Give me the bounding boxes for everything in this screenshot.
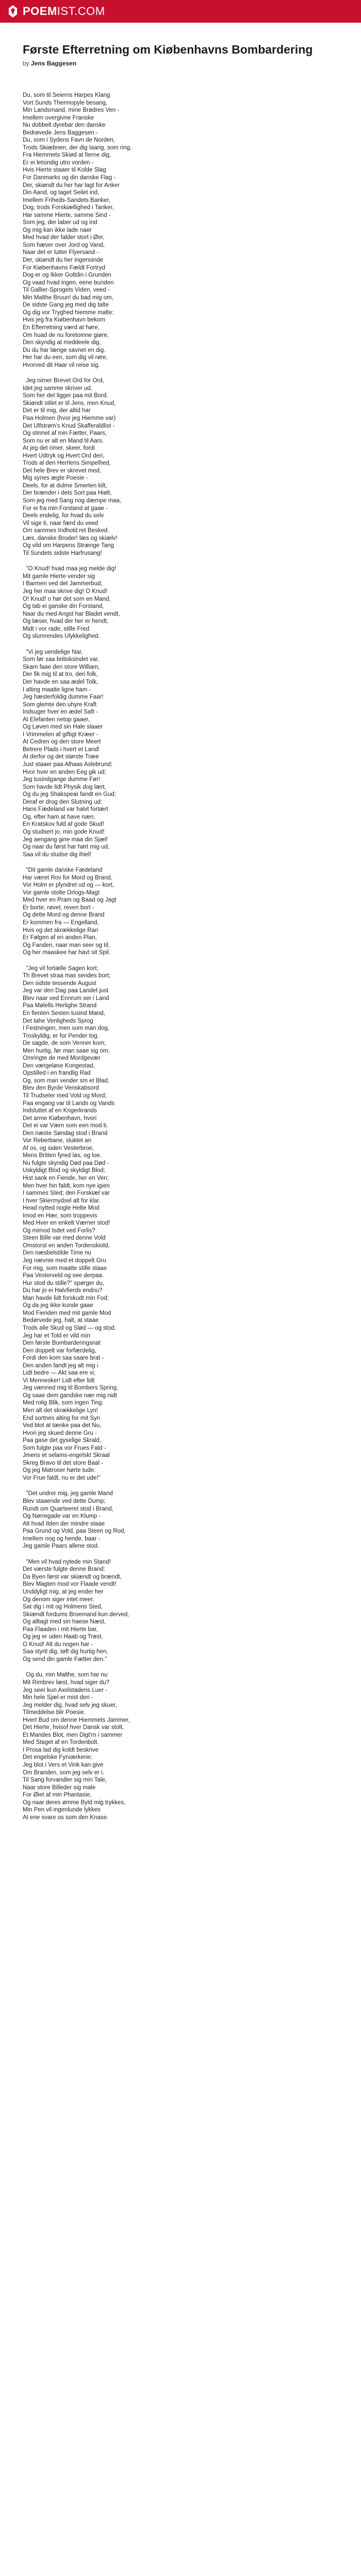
poem-container: [0, 23, 361, 1821]
stanza: "Jeg vil fortælle Sagen kort; Th Brevet straa mas sendes bort; Den sidste tessende August Jeg var den Dag paa Landet just Blev naar ved Ennrum ser i Land Paa Mølells Herlighe Strand En fienten Sesten tusind Mand, Det tahe Venligheds Sprog I Festningen, men som man dog, Troskyldig, er for Pender tog. De sagde, de som Venner kom; Men hurtig, før man saae sig om, Omringte de med Mordgevær Den værgeløse Kongestad, Opstilled i en frandlig Rad Og, som man vender sm et Blad, Blev den Byrde Venskabsord Til Trudseler med Vold og Mord; Paa engang var til Lands og Vands Indsluttet af en Krigerkrands Det arme Kiøbenhavn, hvori Det ei var Værn som een mod ti. Den næste Søndag stod i Brand Vor Reberbane, sluktet an Af os, og siden Vesterbroe, Mens Britten fyred løs, og loe. Nu fulgte skyndig Død paa Død - Uskyldigt Blod og skyldigt Blod; Hist sank en Fiende, her en Ven; Men hver hin faldt, kom nye igien I sammes Sted; den Forskiæl var I hver Skiermydsel alt for klar. Head nytted nogle Helte Mod Imod en Hær, som troppevis Med Hver en enkelt Værner stod! Og mimod Isdet ved Forlis? Steen Bille var med denne Vold Omstorst en anden Tordenskiold, Den næsbelstilde Time nu Jeg nævnte med et doppelt Gru For mig, som maatte stille staae Paa Vesterveld og see derpaa. Hur stod du stille?" spørger du, Du har jo ei Halvfierds endnu? Man havde lidt forskudt min Fod; Og da jeg ikke kunde gaae Mod Fienden med mit gamle Mod Bedørvede jeg, halt, at staae Trods alle Skud og Slød — og stod. Jeg har et Told er vild min Den første Bombarderingsnat Den doppelt var forfærdelig, Fordi den kom saa saare brat - Den anden fandt jeg alt mig i Lidt bedre — Akt saa ere vi, Vi Mennesker! Lidt efter lidt Jeg vænned mig til Bombers Spring, Og saae dem gandske nær mig nidt Med rolig Blik, som ingen Ting. Men alt det skrækkelige Lyn! End sortnes alting for mit Syn Ved blot at tænke paa det Nu, Hvori jeg skued denne Gru - Paa gase det gyselige Skrald, Som fulgte paa vor Frues Fald - Jmens et selams-engelskt Skraal Skreg Bravo til det store Baal - Og jeg Matroser hørte tude: Vor Frue faldt, nu er det ude!": [23, 965, 119, 1481]
stanza: Du, som til Seierns Harpes Klang Vort Sunds Thermopyle besang, Min Landsmand, mine Brødres Ven - Imellem overgivne Franske Nu dobbelt dyrebar den danske Bedrøvede Jens Baggesen - Du, som i Sydens Favn de Norden, Trods Skiæbnen, der dig Iaarig, som ring, Fra Hiemmets Skiød at fierne dig, Er ei letsindig utro vorden - Hvis Hierte staaer til Kolde Slag For Danmarks og din danske Flag - Der, skiøndt du her har lagt for Anker Din Aand, og taget Seilet ind, Imellem Friheds-Sandets Banker, Dog, trods Forskiællighed i Tanker, Har samme Hierte, samme Sind - Som jeg, der laber ud og ind Og mig kan ikke lade naer Med hvad der falder stort i Øer, Som hæver over Jord og Vand, Naar det er lutter Flyersand - Der, skiøndt du her ingensinde For Kiøbenhavns Fældt Fortryd Dog er og Ikker Goltdin i Grunden Og vaad hvad ingen, eene bunden Til Gallier-Sprogets Viden, veed - Min Malthe Bruun! du bad mig om, De sidste Gang jeg med dig talte Og dig vor Tryghed hiemme malte: Hvis jeg fra Kiøbenhavn bekom En Efterretning værd at høre, Om huad de nu foretomne giøre, Den skyndig at meddeele dig, Du du har længe savnet en dig. Her har du een, som dig vil røre, Hvorved dit Haar vil reise sig.: [23, 92, 132, 368]
poem-title: Første Efterretning om Kiøbenhavns Bombardering: [23, 43, 313, 56]
byline-prefix: by: [23, 60, 31, 67]
author-link[interactable]: Jens Baggesen: [31, 60, 77, 67]
stanza: "Dit gamle danske Fædeland Har været Rov for Mord og Brand, Vor Holm er plyndret ud og — kort, Vor gamle stolte Orlogs-Magt Med hver en Pram og Baad og Jagt Er borte, røvet, reven bort - Og dette Mord og denne Brand Er kommen fra — Engelland, Hvis og det skrækkelige Ran Er Følgen af en anden Plan, Og Fanden, naar man seer og til, Og her maaskee har havt sit Spil.: [23, 867, 117, 956]
stanza: "O Knud! hvad maa jeg melde dig! Mit gamle Hierte vender sig I Barmen ved det Jammerbud, Jeg her maa skrive dig! O Knud! O! Knud! o hør det som en Mand, Og tab ei ganske din Forstand, Naar du med Angst har Bladet vendt, Og læser, hvad der her er hendt, Midt i vor rade, stille Fred Og slumrendes Ulykkelighed.: [23, 566, 120, 640]
stanza: "Vi jeg uendelige Nar, Som før saa britisksindet var, Skam faae den store William, Der fik mig til at tro, deri folk, Der havde en saa ædel Tolk, I alting maatte ligne ham - Jeg hæsterfoldig dumme Faar! Som glemte den uhyre Kraft Indsuger hver en ædel Saft - At Elefanten netop gaaer, Og Løven med sin Hale slaaer I Vrimmelen af giftigt Kræer - At Cedren og den store Meert Betrere Plads i hvert et Land! At derfor og det største Træe Just staaer paa Alhaas Aslebrund; Hvor hver en anden Eeg gik ud; Jeg tusindgange dumme Før! Som havde lidt Physik dog lært, Og du jeg Shakspear fandt en Gud; Deraf er drog den Slutning ud: Hans Fædeland var halvt fortært Og, efter ham at have næn, En Kratskov fuld af gode Skud! Og studsert jo, min gode Knud! Jeg aengang gine maa din Sjæl! Og naar du først har hørt mig ud, Saa vil du studse dig ihiel!: [23, 649, 116, 858]
poem-body: [23, 92, 338, 1821]
brand-main: POEM: [23, 5, 57, 18]
site-logo[interactable]: [7, 5, 105, 18]
quill-logo-icon: [7, 5, 19, 18]
stanza: "Det undrer mig, jeg gamle Mand Blev staaende ved dette Dump; Rundt om Quarteeret stod i Brand, Og Nørregade var en Klump - Alt hvad Ilden der mindre staae Paa Grund og Vold, paa Steen og Rod, Imellem nog og hende, baar - Jeg gamle Paars allene stod.: [23, 1490, 126, 1550]
stanza: Og du, min Malthe, som har nu Mit Rimbrev læst, hvad siger du? Jeg seer kun Axelstadens Luer - Min hele Sjæl er mist deri - Jeg melder dig, hvad selv jeg skuer, Tilmeddelse blir Poesie. Hvert Bud om denne Hiemmets Jammer, Det Hierte, hvisof hver Dansk var stolt, Et Mandes Blot, men Digt'rn i sammer Med Staget af en Tordenbolt. I Prosa lad dig koldt beskrive Det engelske Fyrværkerie; Jeg blot i Vers et Vink kan give Om Branden, som jeg selv er i. Til Sang forvandler sig min Tale, Naar store Billeder sig male For Øiet af min Phantasie, Og naar deres ømme Byld mig trykkes, Min Pen vil ingenlunde lykkes At ene svare os som den Knase.: [23, 1672, 130, 1821]
brand-sub: IST.COM: [57, 5, 105, 18]
stanza: Jeg nimer Brevet Ord for Ord, Idet jeg samme skriver ud, Som her det ligger paa mit Bord. Skiøndt stilet er til Jens, men Knud, Det er til mig, der altid har Paa Holmen (hvor jeg Hiemme var) Det Ulfstrøm's Knud Skafferaldlist - Og stinnet af min Fætter, Paars, Som nu er alt en Mand til Aars. At jeg det rimer, skeer, fordi Hvert Udtryk og Hvert Ord deri, Trods al den Herrlens Simpelhed, Det hele Brev er skrevet med, Mig synes ægte Poesie - Deels, for at dulme Smerten kilt, Der brænder i dets Sort paa Hiølt, Som jeg med Sang nog dæmpe maa, For ei fra min Forstand at gaae - Deels endelig, for hvad du selv Vil sige ti, naar færd du veed Om sammes Indhold ret Besked. Læs, danske Broder! læs og skiælv! Og vild om Harpens Strænge Tang Til Sundets sidste Harfrusang!: [23, 378, 122, 556]
stanza: "Men vil hvad nytede min Stand! Det værste fulgte denne Brand: Da Byen først var skiændt og brændt, Blev Magten mod vor Flaade vendt! Unddyligt mig, at jeg ender her Og denom siger intet meer. Sat dig i mit og Holmens Sted, Skiændt fordums Broemand kun derved, Og alltagt med sin haese Næst, Paa Flaaden i mit Hierte bar, Og jeg er uden Haab og Trøst. O Knud! Alt du nogen har - Saa styrtl dig, tøft dig hurtig hen, Og send din gamle Fætter den.": [23, 1558, 129, 1663]
byline: [23, 60, 338, 67]
site-header: [0, 0, 361, 23]
